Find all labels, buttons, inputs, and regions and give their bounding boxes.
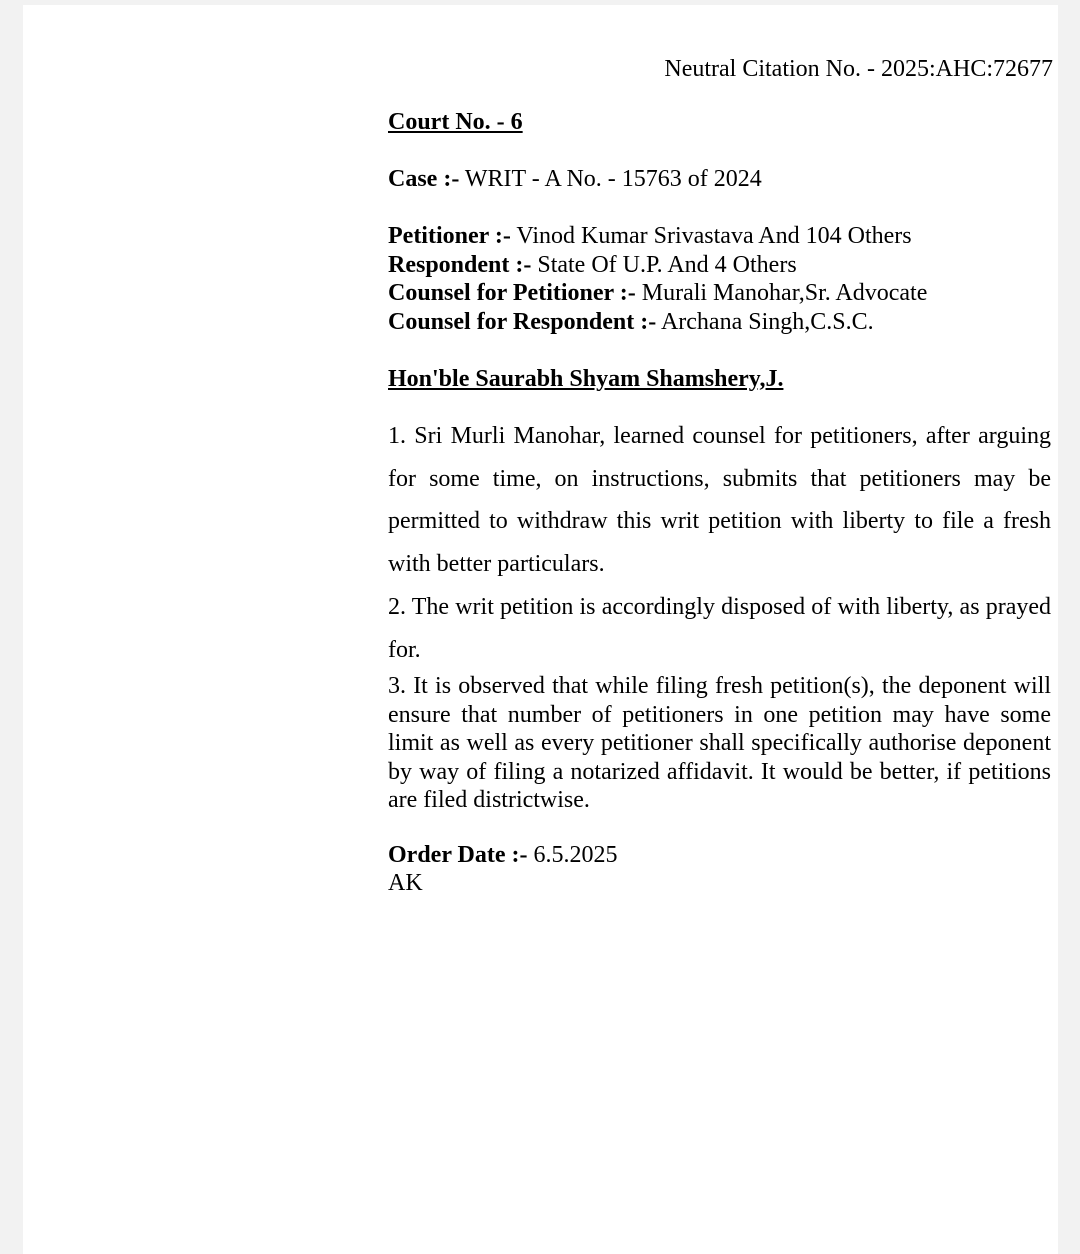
order-paragraph-2: 2. The writ petition is accordingly disposed of with liberty, as prayed for. — [388, 593, 1051, 663]
party-value: Murali Manohar,Sr. Advocate — [641, 280, 928, 306]
initials: AK — [388, 870, 423, 897]
party-label: Counsel for Respondent :- — [388, 308, 657, 335]
party-line-petitioner — [388, 222, 1051, 251]
order-paragraph-3: 3. It is observed that while filing fresh petition(s), the deponent will ensure that number of petitioners in one petition may have some limit as well as every petitioner shall specifically authorise deponent by way of filing a notarized affidavit. It would be better, if petitions are filed districtwise. — [388, 673, 1051, 814]
neutral-citation: Neutral Citation No. - 2025:AHC:72677 — [664, 56, 1053, 82]
party-line-counsel-respondent — [388, 308, 1051, 337]
court-number: Court No. - 6 — [388, 109, 523, 135]
parties-block — [388, 222, 1051, 336]
document-page — [23, 5, 1058, 1254]
party-label: Counsel for Petitioner :- — [388, 280, 636, 306]
party-line-counsel-petitioner — [388, 279, 1051, 308]
party-value: State Of U.P. And 4 Others — [537, 251, 797, 278]
order-date-label: Order Date :- — [388, 841, 528, 868]
party-line-respondent — [388, 251, 1051, 280]
party-value: Archana Singh,C.S.C. — [660, 308, 874, 335]
order-date-block — [388, 841, 1051, 898]
order-date-value: 6.5.2025 — [533, 841, 618, 868]
party-label: Petitioner :- — [388, 223, 511, 249]
order-paragraph-1: 1. Sri Murli Manohar, learned counsel for petitioners, after arguing for some time, on instructions, submits that petitioners may be permitted to withdraw this writ petition with liberty to file a fresh with better particulars. — [388, 423, 1051, 578]
case-line — [388, 165, 1051, 194]
case-value: WRIT - A No. - 15763 of 2024 — [464, 166, 762, 192]
order-content — [388, 108, 1051, 898]
order-date-line — [388, 841, 1051, 870]
judge-name: Hon'ble Saurabh Shyam Shamshery,J. — [388, 365, 784, 392]
party-value: Vinod Kumar Srivastava And 104 Others — [516, 223, 912, 249]
case-label: Case :- — [388, 166, 460, 192]
party-label: Respondent :- — [388, 251, 532, 278]
